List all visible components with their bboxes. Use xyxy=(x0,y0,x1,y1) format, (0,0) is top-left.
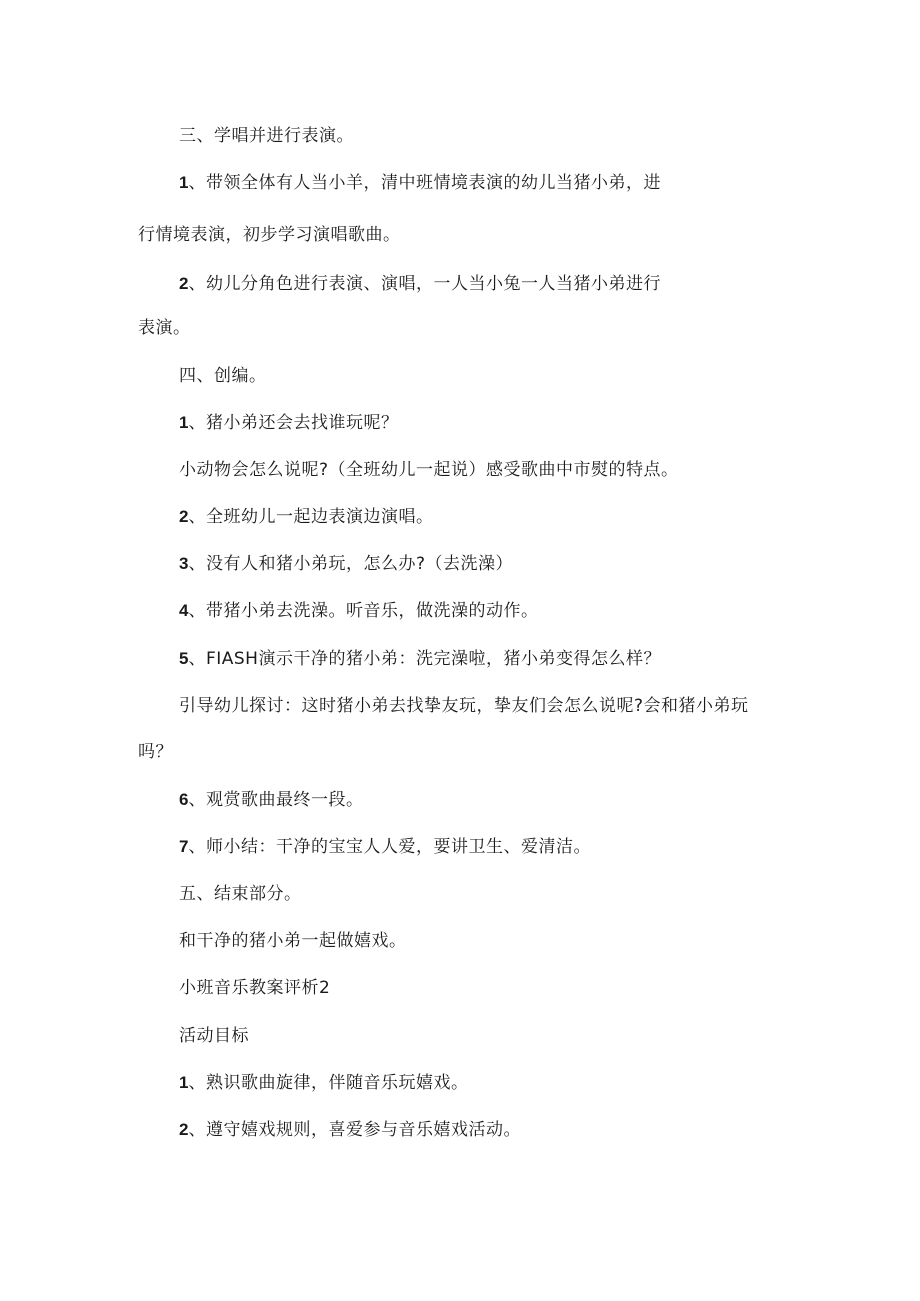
item-number: 6 xyxy=(179,790,189,809)
line-text: 、全班幼儿一起边表演边演唱。 xyxy=(188,507,434,527)
paragraph xyxy=(179,694,749,718)
item-number: 2 xyxy=(179,1120,189,1139)
item-number: 1 xyxy=(179,173,189,192)
line-text: 四、创编。 xyxy=(179,366,267,386)
line-text: 、带猪小弟去洗澡。听音乐，做洗澡的动作。 xyxy=(188,601,539,621)
line-text: 、带领全体有人当小羊，清中班情境表演的幼儿当猪小弟，进 xyxy=(188,173,661,193)
item-number: 2 xyxy=(179,274,189,293)
item-number: 1 xyxy=(179,1073,189,1092)
list-item xyxy=(179,505,433,529)
line-text: 小动物会怎么说呢?（全班幼儿一起说）感受歌曲中市熨的特点。 xyxy=(179,460,679,480)
section-heading-4 xyxy=(179,364,267,388)
section-heading-3 xyxy=(179,124,354,148)
list-item xyxy=(179,552,513,576)
item-number: 3 xyxy=(179,554,189,573)
list-item xyxy=(179,599,538,623)
line-text: 三、学唱并进行表演。 xyxy=(179,126,354,146)
line-text: 、幼儿分角色进行表演、演唱，一人当小兔一人当猪小弟进行 xyxy=(188,274,661,294)
list-item xyxy=(179,647,661,671)
line-text: 、FIASH演示干净的猪小弟：洗完澡啦，猪小弟变得怎么样？ xyxy=(188,649,661,669)
line-text: 、遵守嬉戏规则，喜爱参与音乐嬉戏活动。 xyxy=(188,1120,521,1140)
section-title xyxy=(179,976,330,1000)
line-text: 活动目标 xyxy=(179,1026,249,1046)
item-number: 1 xyxy=(179,413,189,432)
line-text: 、没有人和猪小弟玩，怎么办?（去洗澡） xyxy=(188,554,513,574)
paragraph-continuation xyxy=(138,316,191,340)
list-item xyxy=(179,1071,468,1095)
list-item xyxy=(179,272,661,296)
paragraph-continuation xyxy=(138,223,401,247)
section-heading-5 xyxy=(179,882,302,906)
item-number: 7 xyxy=(179,837,189,856)
subheading xyxy=(179,1024,249,1048)
line-text: 、猪小弟还会去找谁玩呢？ xyxy=(188,413,399,433)
line-text: 和干净的猪小弟一起做嬉戏。 xyxy=(179,931,407,951)
line-text: 行情境表演，初步学习演唱歌曲。 xyxy=(138,225,401,245)
list-item xyxy=(179,411,398,435)
list-item xyxy=(179,1118,521,1142)
line-text: 、观赏歌曲最终一段。 xyxy=(188,790,364,810)
list-item xyxy=(179,835,591,859)
list-item xyxy=(179,171,661,195)
line-text: 、师小结：干净的宝宝人人爱，要讲卫生、爱清洁。 xyxy=(188,837,591,857)
line-text: 吗？ xyxy=(138,742,173,762)
line-text: 表演。 xyxy=(138,318,191,338)
paragraph-continuation xyxy=(138,740,173,764)
line-text: 、熟识歌曲旋律，伴随音乐玩嬉戏。 xyxy=(188,1073,469,1093)
item-number: 4 xyxy=(179,601,189,620)
paragraph xyxy=(179,929,407,953)
item-number: 5 xyxy=(179,649,189,668)
paragraph xyxy=(179,458,679,482)
line-text: 五、结束部分。 xyxy=(179,884,302,904)
line-text: 小班音乐教案评析2 xyxy=(179,978,331,998)
list-item xyxy=(179,788,363,812)
item-number: 2 xyxy=(179,507,189,526)
line-text: 引导幼儿探讨：这时猪小弟去找挚友玩，挚友们会怎么说呢?会和猪小弟玩 xyxy=(179,696,749,716)
